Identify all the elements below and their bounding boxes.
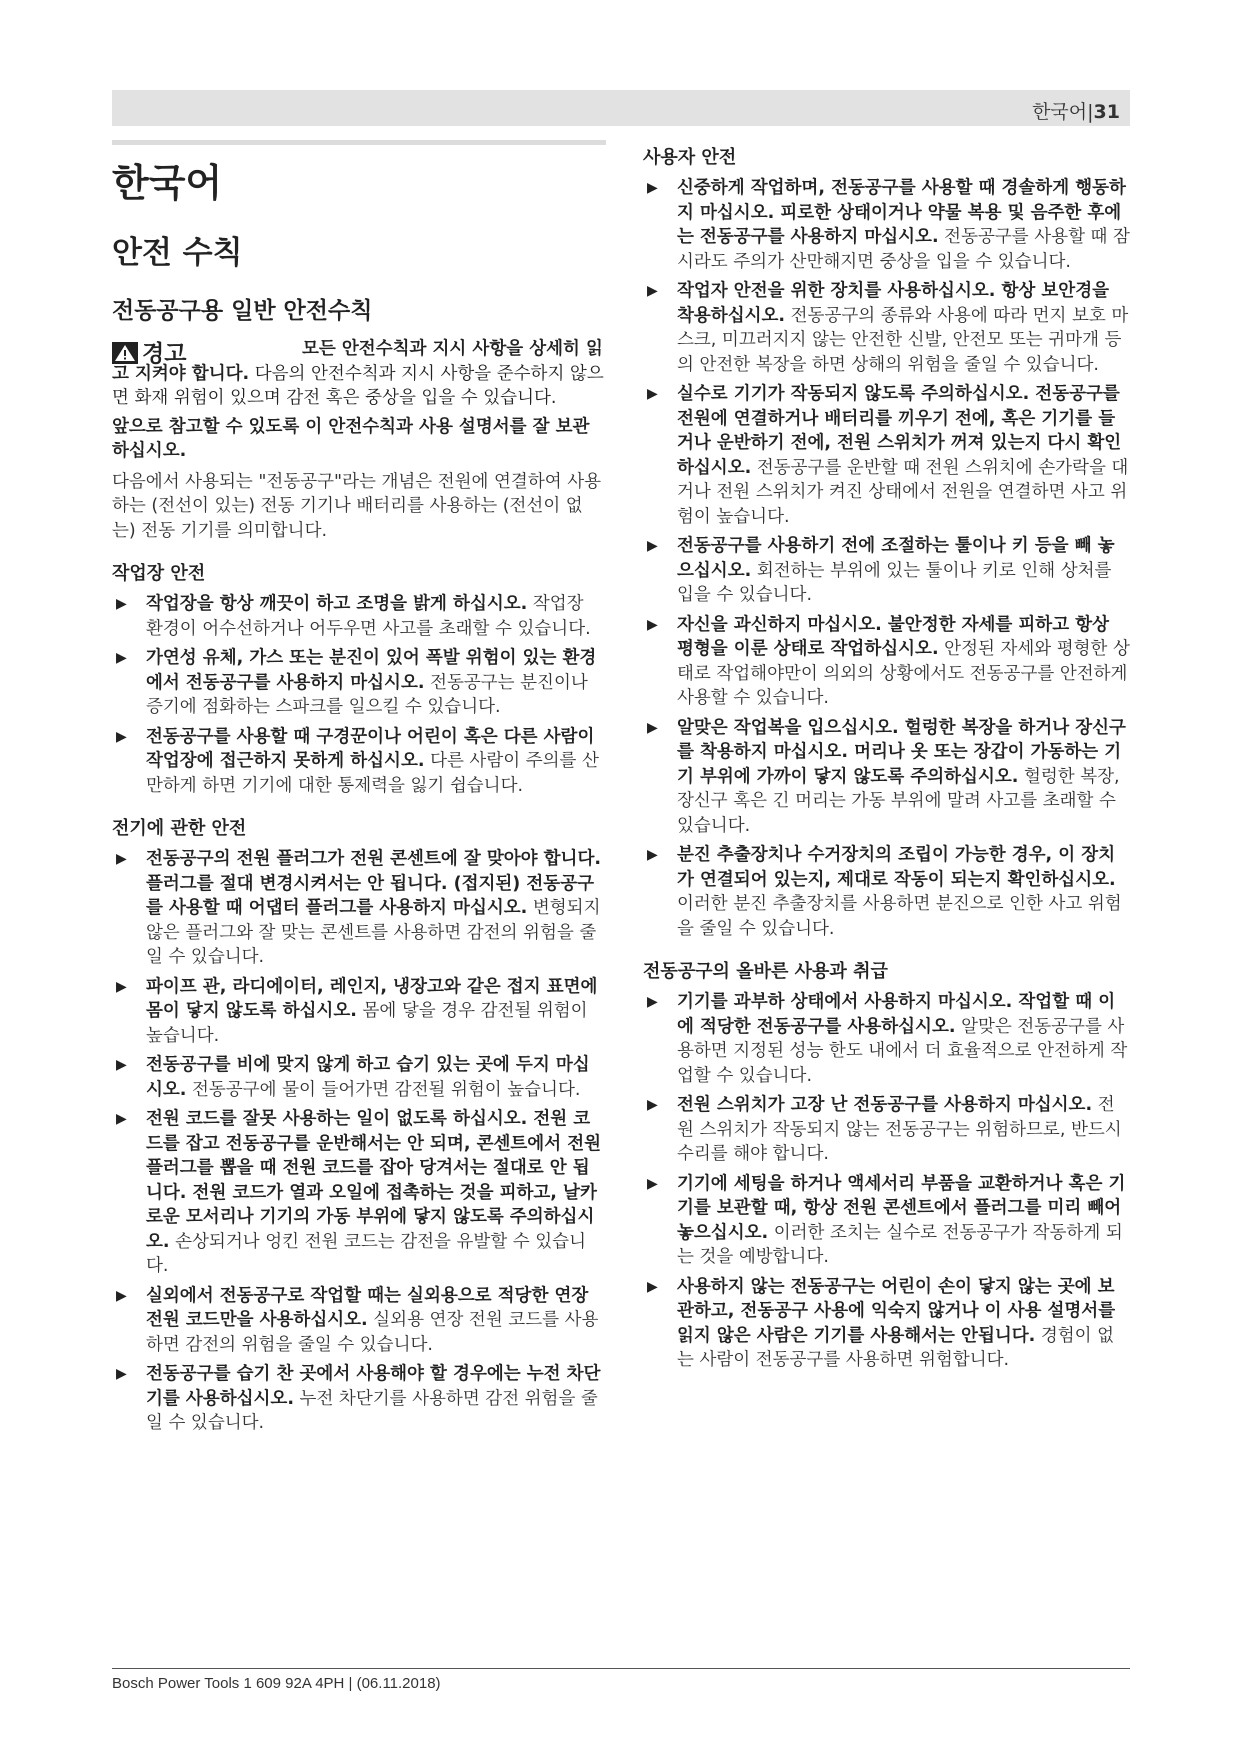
warning-badge <box>112 339 186 369</box>
bullet-icon: ▶ <box>116 596 127 612</box>
item-lead: 자신을 과신하지 마십시오. 불안정한 자세를 피하고 항상 평형을 이룬 상태로 작업하십시오. <box>677 614 1110 659</box>
header-language: 한국어 <box>1032 101 1088 123</box>
bullet-icon: ▶ <box>116 978 127 995</box>
item-lead: 작업장을 항상 깨끗이 하고 조명을 밝게 하십시오. <box>146 594 528 614</box>
bullet-icon: ▶ <box>116 728 127 745</box>
section-heading: 전기에 관한 안전 <box>112 818 247 839</box>
item-lead: 분진 추출장치나 수거장치의 조립이 가능한 경우, 이 장치가 연결되어 있는지, 제대로 작동이 되는지 확인하십시오. <box>677 845 1116 890</box>
item-rest: 실외용 연장 전원 코드를 사용하면 감전의 위험을 줄일 수 있습니다. <box>146 1310 599 1355</box>
item-lead: 작업자 안전을 위한 장치를 사용하십시오. 항상 보안경을 착용하십시오. <box>677 281 1110 326</box>
electrical-safety-list <box>112 847 606 1436</box>
item-lead: 전동공구를 사용하기 전에 조절하는 툴이나 키 등을 빼 놓으십시오. <box>677 536 1115 581</box>
bullet-icon: ▶ <box>647 538 658 554</box>
bullet-icon: ▶ <box>647 616 658 633</box>
bullet-icon: ▶ <box>647 994 658 1010</box>
bullet-icon: ▶ <box>647 847 658 863</box>
list-item <box>112 847 606 970</box>
item-rest: 안정된 자세와 평형한 상태로 작업해야만이 의외의 상황에서도 전동공구를 안전하게 사용할 수 있습니다. <box>677 639 1130 708</box>
list-item <box>112 1284 606 1358</box>
list-item <box>643 176 1130 274</box>
section-title: 안전 수칙 <box>112 235 243 271</box>
item-rest: 몸에 닿을 경우 감전될 위험이 높습니다. <box>146 1001 588 1046</box>
warning-lead: 모든 안전수칙과 지시 사항을 상세히 읽고 지켜야 합니다. <box>112 339 603 384</box>
warning-block <box>112 337 606 411</box>
item-lead: 파이프 관, 라디에이터, 레인지, 냉장고와 같은 접지 표면에 몸이 닿지 않도록 하십시오. <box>146 976 598 1021</box>
bullet-icon: ▶ <box>116 1366 127 1382</box>
item-lead: 신중하게 작업하며, 전동공구를 사용할 때 경솔하게 행동하지 마십시오. 피로한 상태이거나 약물 복용 및 음주한 후에는 전동공구를 사용하지 마십시오. <box>677 178 1126 247</box>
list-item <box>643 1172 1130 1270</box>
bullet-icon: ▶ <box>116 1287 127 1304</box>
list-item <box>643 990 1130 1088</box>
bullet-icon: ▶ <box>647 386 658 402</box>
bullet-icon: ▶ <box>647 1175 658 1192</box>
bullet-icon: ▶ <box>116 650 127 666</box>
footer: Bosch Power Tools 1 609 92A 4PH | (06.11.2018) <box>112 1675 441 1692</box>
list-item <box>112 646 606 720</box>
list-item <box>112 1362 606 1436</box>
item-lead: 전동공구의 전원 플러그가 전원 콘센트에 잘 맞아야 합니다. 플러그를 절대 변경시켜서는 안 됩니다. (접지된) 전동공구를 사용할 때 어댑터 플러그를 사용하지 마십시오. <box>146 849 602 918</box>
footer-rule <box>112 1668 1130 1669</box>
warning-rest: 다음의 안전수칙과 지시 사항을 준수하지 않으면 화재 위험이 있으며 감전 혹은 중상을 입을 수 있습니다. <box>112 363 604 408</box>
list-item <box>643 843 1130 941</box>
bullet-icon: ▶ <box>647 283 658 299</box>
item-lead: 전동공구를 사용할 때 구경꾼이나 어린이 혹은 다른 사람이 작업장에 접근하지 못하게 하십시오. <box>146 726 595 771</box>
page-number: 31 <box>1093 101 1120 123</box>
item-rest: 전동공구를 사용할 때 잠시라도 주의가 산만해지면 중상을 입을 수 있습니다. <box>677 227 1130 272</box>
list-item <box>643 382 1130 529</box>
header-bar <box>112 90 1130 126</box>
list-item <box>643 716 1130 839</box>
bullet-icon: ▶ <box>647 719 658 736</box>
list-item <box>112 975 606 1049</box>
item-rest: 알맞은 전동공구를 사용하면 지정된 성능 한도 내에서 더 효율적으로 안전하게 작업할 수 있습니다. <box>677 1016 1128 1086</box>
personal-safety-list <box>643 176 1130 941</box>
keep-instructions: 앞으로 참고할 수 있도록 이 안전수칙과 사용 설명서를 잘 보관하십시오. <box>112 416 590 461</box>
item-lead: 전동공구를 비에 맞지 않게 하고 습기 있는 곳에 두지 마십시오. <box>146 1055 590 1100</box>
item-lead: 기기를 과부하 상태에서 사용하지 마십시오. 작업할 때 이에 적당한 전동공구를 사용하십시오. <box>677 992 1116 1037</box>
tool-use-care-list <box>643 990 1130 1373</box>
item-rest: 경험이 없는 사람이 전동공구를 사용하면 위험합니다. <box>677 1325 1115 1370</box>
item-lead: 전원 코드를 잘못 사용하는 일이 없도록 하십시오. 전원 코드를 잡고 전동공구를 운반해서는 안 되며, 콘센트에서 전원 플러그를 뽑을 때 전원 코드를 잡아 당겨서는 절대로 안 됩니다. 전원 코드가 열과 오일에 접촉하는 것을 피하고, 날카로운 모서리나 기기의 가동 부위에 닿지 않도록 주의하십시오. <box>146 1109 602 1252</box>
item-rest: 전동공구는 분진이나 증기에 점화하는 스파크를 일으킬 수 있습니다. <box>146 672 588 717</box>
item-rest: 회전하는 부위에 있는 툴이나 키로 인해 상처를 입을 수 있습니다. <box>677 560 1112 605</box>
subsection-title: 전동공구용 일반 안전수칙 <box>112 298 373 324</box>
left-column <box>112 140 606 1436</box>
bullet-icon: ▶ <box>647 1278 658 1295</box>
item-rest: 전동공구를 운반할 때 전원 스위치에 손가락을 대거나 전원 스위치가 켜진 상태에서 전원을 연결하면 사고 위험이 높습니다. <box>677 457 1129 527</box>
list-item <box>112 1053 606 1102</box>
item-lead: 가연성 유체, 가스 또는 분진이 있어 폭발 위험이 있는 환경에서 전동공구를 사용하지 마십시오. <box>146 648 597 693</box>
item-rest: 전원 스위치가 작동되지 않는 전동공구는 위험하므로, 반드시 수리를 해야 합니다. <box>677 1095 1122 1164</box>
work-area-safety-list <box>112 592 606 798</box>
section-heading: 전동공구의 올바른 사용과 취급 <box>643 961 888 982</box>
section-heading: 사용자 안전 <box>643 147 737 168</box>
item-lead: 실수로 기기가 작동되지 않도록 주의하십시오. 전동공구를 전원에 연결하거나 배터리를 끼우기 전에, 혹은 기기를 들거나 운반하기 전에, 전원 스위치가 꺼져 있는지 다시 확인하십시오. <box>677 384 1122 478</box>
item-rest: 손상되거나 엉킨 전원 코드는 감전을 유발할 수 있습니다. <box>146 1231 586 1276</box>
running-header <box>1032 97 1120 124</box>
right-column <box>643 145 1130 1373</box>
header-separator: | <box>1087 101 1094 123</box>
item-rest: 헐렁한 복장, 장신구 혹은 긴 머리는 가동 부위에 말려 사고를 초래할 수 있습니다. <box>677 766 1120 836</box>
list-item <box>112 592 606 641</box>
bullet-icon: ▶ <box>116 1111 127 1127</box>
item-rest: 전동공구에 물이 들어가면 감전될 위험이 높습니다. <box>186 1079 581 1100</box>
item-lead: 전동공구를 습기 찬 곳에서 사용해야 할 경우에는 누전 차단기를 사용하십시오. <box>146 1364 601 1409</box>
item-rest: 전동공구의 종류와 사용에 따라 먼지 보호 마스크, 미끄러지지 않는 안전한 신발, 안전모 또는 귀마개 등의 안전한 복장을 하면 상해의 위험을 줄일 수 있습니다. <box>677 305 1129 375</box>
item-lead: 알맞은 작업복을 입으십시오. 헐렁한 복장을 하거나 장신구를 착용하지 마십시오. 머리나 옷 또는 장갑이 가동하는 기기 부위에 가까이 닿지 않도록 주의하십시오. <box>677 717 1126 787</box>
list-item <box>643 534 1130 608</box>
warning-triangle-icon <box>112 342 138 364</box>
list-item <box>643 1275 1130 1373</box>
item-rest: 다른 사람이 주의를 산만하게 하면 기기에 대한 통제력을 잃기 쉽습니다. <box>146 751 599 796</box>
definition-text: 다음에서 사용되는 "전동공구"라는 개념은 전원에 연결하여 사용하는 (전선이 있는) 전동 기기나 배터리를 사용하는 (전선이 없는) 전동 기기를 의미합니다. <box>112 471 602 541</box>
page-title: 한국어 <box>112 161 223 205</box>
title-rule <box>112 140 606 145</box>
item-rest: 작업장 환경이 어수선하거나 어두우면 사고를 초래할 수 있습니다. <box>146 594 591 639</box>
item-rest: 변형되지 않은 플러그와 잘 맞는 콘센트를 사용하면 감전의 위험을 줄일 수 있습니다. <box>146 898 601 967</box>
item-rest: 이러한 분진 추출장치를 사용하면 분진으로 인한 사고 위험을 줄일 수 있습니다. <box>677 894 1122 939</box>
bullet-icon: ▶ <box>647 180 658 196</box>
list-item <box>643 279 1130 377</box>
bullet-icon: ▶ <box>647 1097 658 1113</box>
item-lead: 전원 스위치가 고장 난 전동공구를 사용하지 마십시오. <box>677 1095 1093 1115</box>
list-item <box>643 1093 1130 1167</box>
item-rest: 누전 차단기를 사용하면 감전 위험을 줄일 수 있습니다. <box>146 1388 598 1433</box>
item-lead: 기기에 세팅을 하거나 액세서리 부품을 교환하거나 혹은 기기를 보관할 때, 항상 전원 콘센트에서 플러그를 미리 빼어 놓으십시오. <box>677 1173 1126 1243</box>
list-item <box>112 725 606 799</box>
item-lead: 사용하지 않는 전동공구는 어린이 손이 닿지 않는 곳에 보관하고, 전동공구 사용에 익숙지 않거나 이 사용 설명서를 읽지 않은 사람은 기기를 사용해서는 안됩니다. <box>677 1276 1116 1346</box>
item-rest: 이러한 조치는 실수로 전동공구가 작동하게 되는 것을 예방합니다. <box>677 1222 1123 1267</box>
warning-label: 경고 <box>142 341 187 367</box>
section-heading: 작업장 안전 <box>112 563 206 584</box>
bullet-icon: ▶ <box>116 851 127 867</box>
list-item <box>112 1107 606 1279</box>
bullet-icon: ▶ <box>116 1057 127 1073</box>
item-lead: 실외에서 전동공구로 작업할 때는 실외용으로 적당한 연장 전원 코드만을 사용하십시오. <box>146 1285 589 1330</box>
list-item <box>643 613 1130 711</box>
